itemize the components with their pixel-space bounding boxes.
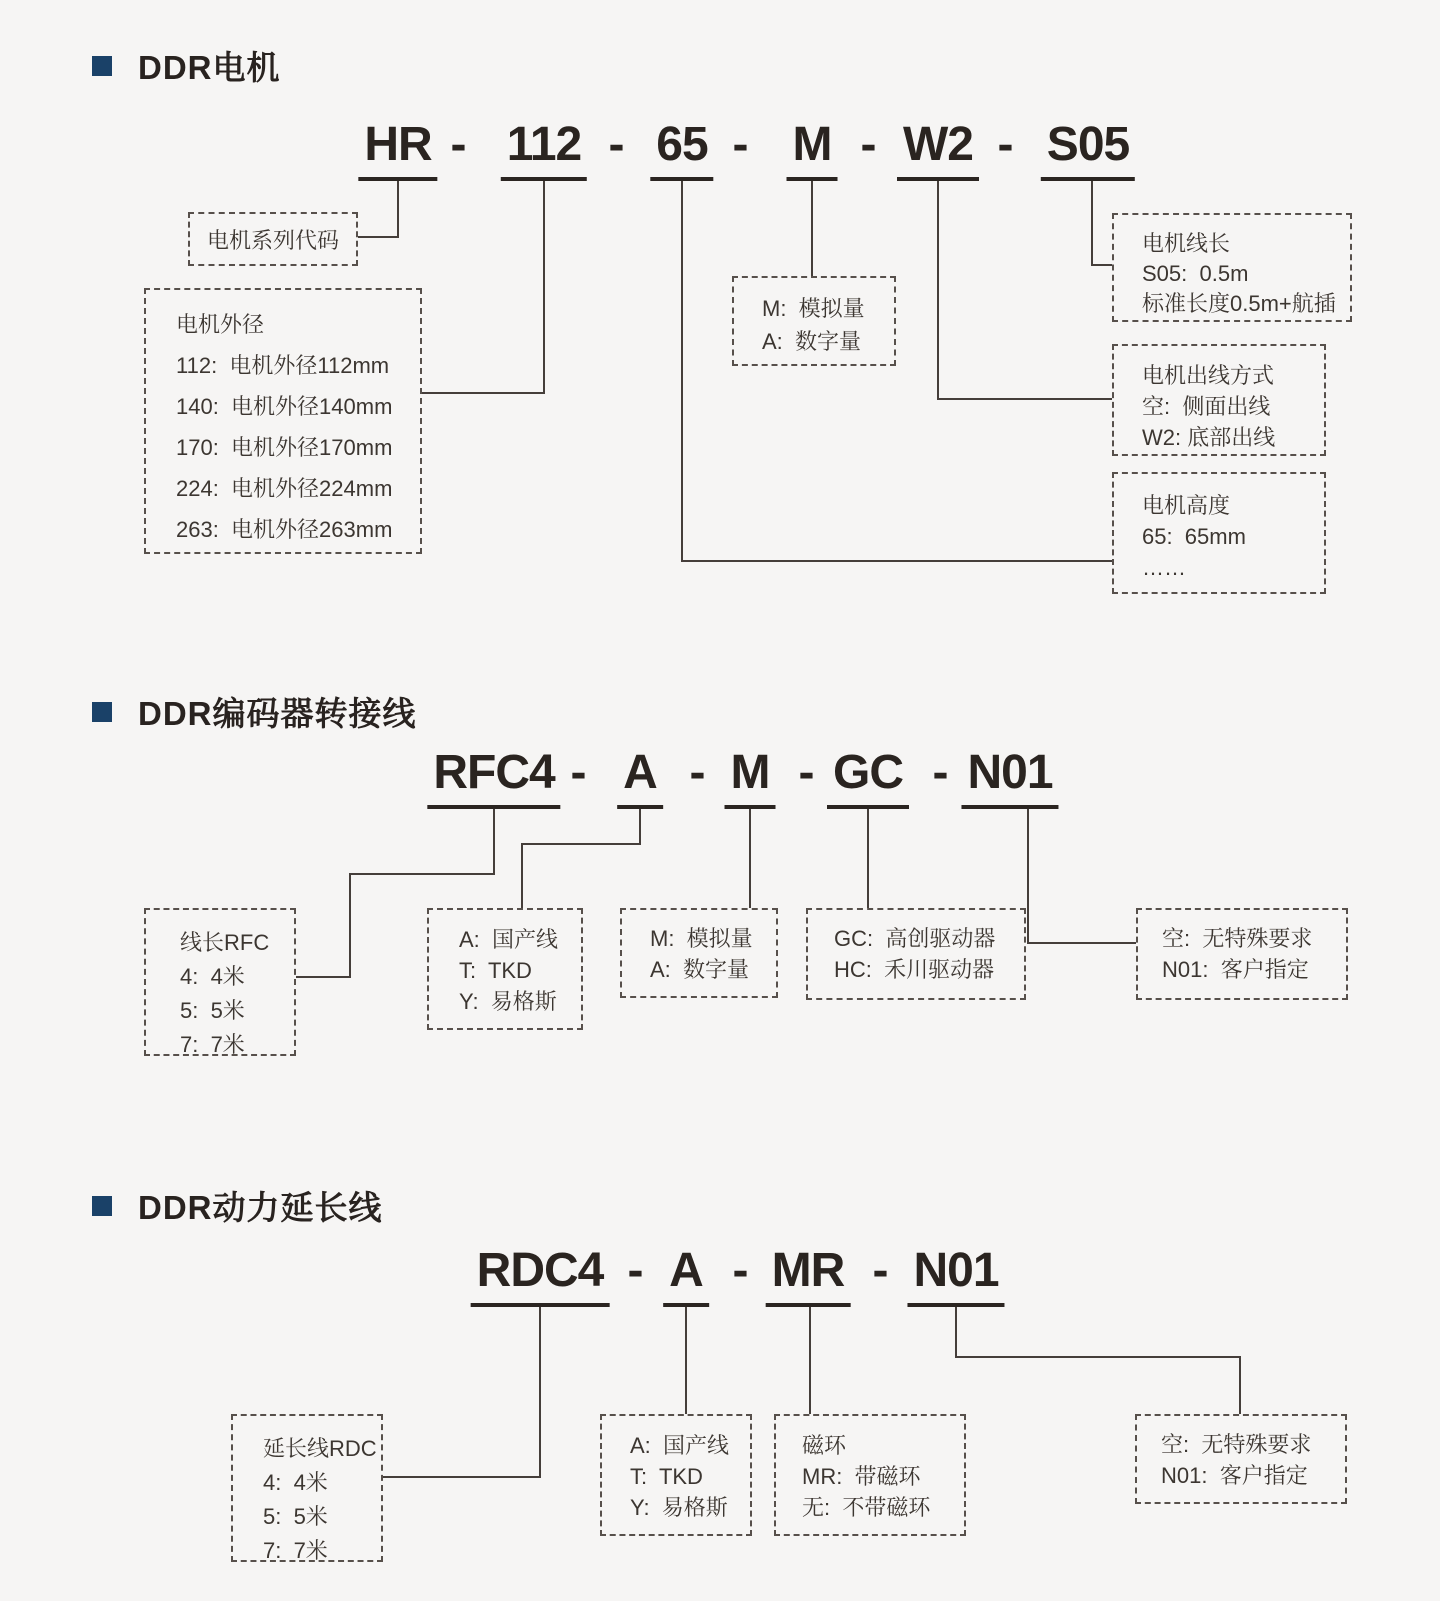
encoder-code-segment: RFC4 (427, 747, 560, 809)
box-encoder-signal: M: 模拟量 A: 数字量 (620, 908, 778, 998)
connector-line (749, 809, 751, 908)
section-title: DDR动力延长线 (138, 1189, 383, 1226)
encoder-code-segment: N01 (961, 747, 1058, 809)
section-title: DDR电机 (138, 49, 281, 86)
motor-code-dash: - (732, 118, 748, 171)
power-code-segment: RDC4 (471, 1245, 610, 1307)
power-code-dash: - (732, 1244, 748, 1297)
encoder-code-segment: GC (827, 747, 909, 809)
connector-line (349, 873, 495, 875)
connector-line (358, 236, 399, 238)
connector-line (639, 809, 641, 845)
section-title: DDR编码器转接线 (138, 695, 417, 732)
connector-line (349, 873, 351, 978)
connector-line (521, 843, 641, 845)
motor-code-dash: - (450, 118, 466, 171)
power-code-dash: - (627, 1244, 643, 1297)
motor-code-segment: M (787, 119, 838, 181)
connector-line (1239, 1356, 1241, 1414)
box-rdc-length: 延长线RDC 4: 4米 5: 5米 7: 7米 (231, 1414, 383, 1562)
connector-line (867, 809, 869, 908)
section-bullet-icon (92, 56, 112, 76)
box-motor-height: 电机高度 65: 65mm …… (1112, 472, 1326, 594)
motor-code-dash: - (860, 118, 876, 171)
connector-line (493, 809, 495, 875)
encoder-code-segment: A (617, 747, 663, 809)
connector-line (1091, 264, 1112, 266)
connector-line (397, 181, 399, 238)
encoder-code-dash: - (932, 746, 948, 799)
power-code-segment: MR (766, 1245, 851, 1307)
connector-line (811, 181, 813, 276)
connector-line (543, 181, 545, 394)
box-motor-signal: M: 模拟量 A: 数字量 (732, 276, 896, 366)
box-motor-diameter: 电机外径 112: 电机外径112mm 140: 电机外径140mm 170: 电机外径170mm 224: 电机外径224mm 263: 电机外径263mm (144, 288, 422, 554)
connector-line (809, 1307, 811, 1414)
connector-line (1027, 809, 1029, 944)
encoder-code-dash: - (798, 746, 814, 799)
motor-code-segment: S05 (1041, 119, 1135, 181)
section-header-motor (92, 42, 281, 89)
power-code-dash: - (872, 1244, 888, 1297)
connector-line (681, 181, 683, 562)
connector-line (955, 1307, 957, 1358)
encoder-code-segment: M (725, 747, 776, 809)
encoder-code-dash: - (689, 746, 705, 799)
box-motor-outlet: 电机出线方式 空: 侧面出线 W2: 底部出线 (1112, 344, 1326, 456)
box-encoder-driver: GC: 高创驱动器 HC: 禾川驱动器 (806, 908, 1026, 1000)
section-bullet-icon (92, 1196, 112, 1216)
connector-line (937, 181, 939, 400)
box-encoder-custom: 空: 无特殊要求 N01: 客户指定 (1136, 908, 1348, 1000)
connector-line (937, 398, 1112, 400)
motor-code-segment: W2 (897, 119, 979, 181)
motor-code-segment: 112 (501, 119, 587, 181)
box-magnet-ring: 磁环 MR: 带磁环 无: 不带磁环 (774, 1414, 966, 1536)
connector-line (539, 1307, 541, 1478)
motor-code-dash: - (997, 118, 1013, 171)
box-power-wire-brand: A: 国产线 T: TKD Y: 易格斯 (600, 1414, 752, 1536)
box-encoder-wire-brand: A: 国产线 T: TKD Y: 易格斯 (427, 908, 583, 1030)
power-code-segment: N01 (907, 1245, 1004, 1307)
box-rfc-length: 线长RFC 4: 4米 5: 5米 7: 7米 (144, 908, 296, 1056)
box-power-custom: 空: 无特殊要求 N01: 客户指定 (1135, 1414, 1347, 1504)
section-header-encoder-cable (92, 688, 417, 735)
connector-line (955, 1356, 1241, 1358)
connector-line (296, 976, 351, 978)
motor-code-dash: - (608, 118, 624, 171)
section-bullet-icon (92, 702, 112, 722)
encoder-code-dash: - (570, 746, 586, 799)
connector-line (1027, 942, 1136, 944)
motor-code-segment: 65 (650, 119, 713, 181)
connector-line (681, 560, 1112, 562)
section-header-power-cable (92, 1182, 383, 1229)
power-code-segment: A (663, 1245, 709, 1307)
box-motor-cable-length: 电机线长 S05: 0.5m 标准长度0.5m+航插 (1112, 213, 1352, 322)
connector-line (422, 392, 545, 394)
connector-line (382, 1476, 541, 1478)
motor-code-segment: HR (358, 119, 437, 181)
connector-line (521, 843, 523, 908)
box-motor-series: 电机系列代码 (188, 212, 358, 266)
connector-line (685, 1307, 687, 1414)
connector-line (1091, 181, 1093, 266)
